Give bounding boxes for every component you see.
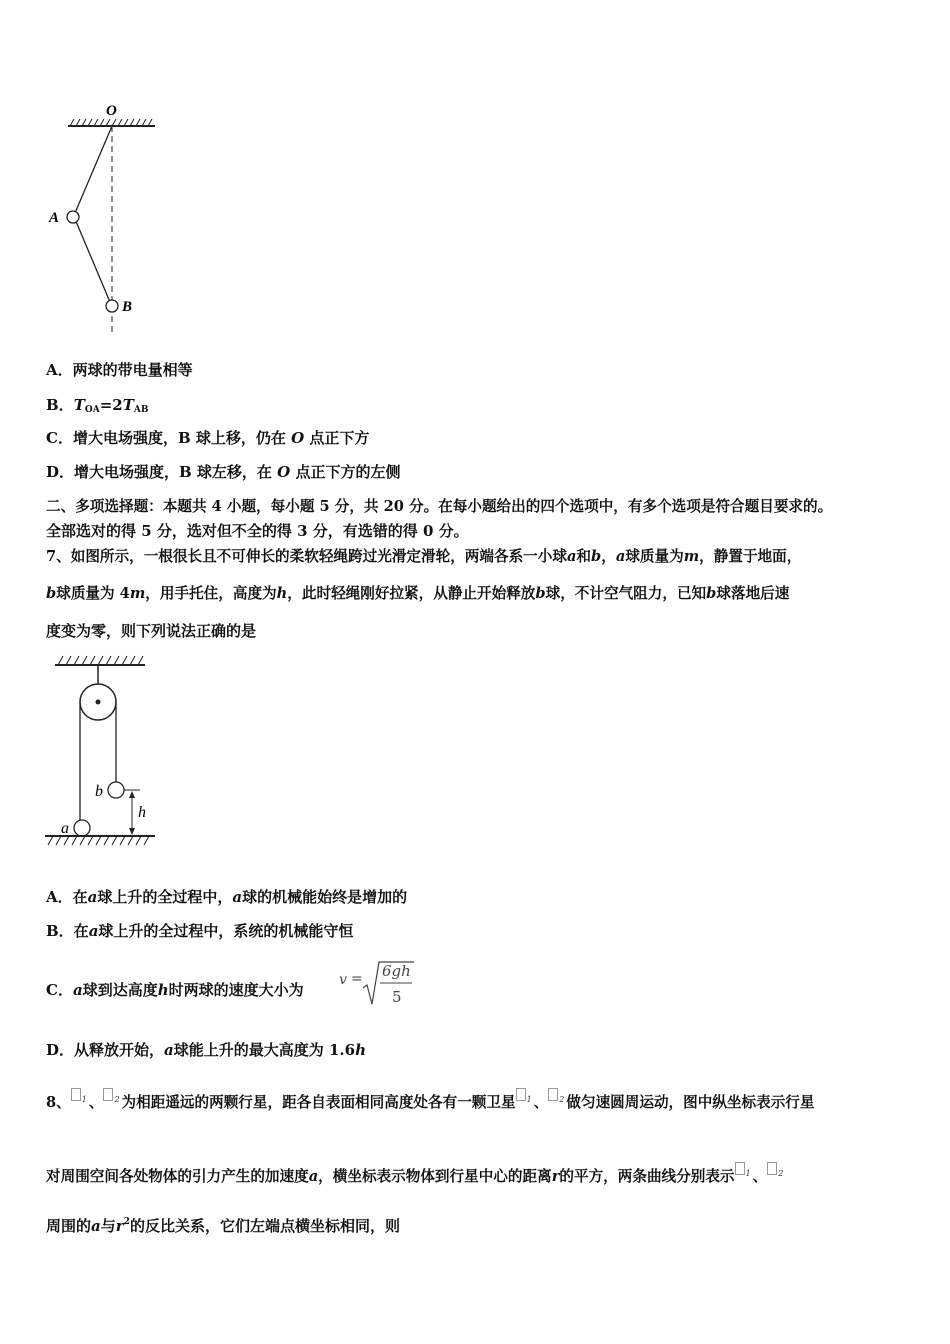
q8-l2c: 的平方，两条曲线分别表示	[559, 1168, 735, 1185]
fig1-ball-b	[106, 300, 118, 312]
q7-l2d: 球，不计空气阻力，已知	[545, 585, 707, 602]
q7-option-b	[46, 921, 353, 941]
q7-l1c: 球质量为	[625, 548, 684, 565]
q7-l2e: 球落地后速	[716, 585, 790, 602]
q7-l2a: 球质量为 4	[56, 585, 130, 602]
planet-p2-icon	[103, 1088, 113, 1101]
q7-optD-1: D．从释放开始，	[46, 1041, 165, 1059]
q8-l2b: ，横坐标表示物体到行星中心的距离	[318, 1168, 552, 1185]
pulley-figure	[40, 650, 170, 855]
q6-option-b	[46, 395, 148, 420]
q7-optD-a: a	[164, 1041, 174, 1059]
fig1-label-a: A	[49, 210, 60, 226]
q8-num: 8、	[46, 1094, 71, 1111]
section2-line1-text: 二、多项选择题：本题共 4 小题，每小题 5 分，共 20 分。在每小题给出的四个选项中，有多个选项是符合题目要求的。	[46, 498, 833, 515]
q7-l1b: ，	[601, 548, 616, 565]
q7-optA-1: A．在	[46, 888, 88, 906]
fig2-label-b: b	[95, 783, 103, 800]
q8-p2: 2	[114, 1095, 120, 1104]
q7-optB-a: a	[88, 922, 99, 940]
q8-sep3: 、	[752, 1168, 768, 1185]
q8-l2a: 对周围空间各处物体的引力产生的加速度	[46, 1168, 309, 1185]
planet-p2-icon-2	[767, 1162, 777, 1175]
section2-line2	[46, 521, 469, 541]
q8-l3c: 的反比关系，它们左端点横坐标相同，则	[129, 1217, 400, 1235]
q6-option-c-end: 点正下方	[309, 429, 370, 447]
q7-optC-1: C．	[46, 981, 73, 999]
q8-p1: 1	[81, 1095, 87, 1104]
q7-option-c	[46, 980, 304, 1000]
q7-var-b1: b	[591, 548, 602, 565]
fig2-ball-b	[108, 782, 124, 798]
q7-var-a1: a	[566, 548, 577, 565]
fig2-label-a: a	[61, 820, 69, 837]
fig1-ball-a	[67, 211, 79, 223]
q7-optA-3: 球的机械能始终是增加的	[242, 888, 408, 906]
q7-stem-line3	[46, 621, 256, 641]
q7-l2c: ，此时轻绳刚好拉紧，从静止开始释放	[287, 585, 536, 602]
q7-formula-den: 5	[392, 988, 402, 1006]
q7-stem-line2	[46, 584, 789, 604]
q7-optC-3: 时两球的速度大小为	[168, 981, 304, 999]
fig2-h-arrow-up	[129, 791, 135, 798]
q6-option-d-end: 点正下方的左侧	[295, 463, 401, 481]
q7-optD-2: 球能上升的最大高度为 1.6	[173, 1041, 356, 1059]
q6-option-d-o: O	[277, 463, 291, 481]
q6-option-c-o: O	[291, 429, 305, 447]
q6-option-b-mid: =2	[99, 396, 123, 414]
q6-option-a	[46, 360, 193, 380]
q8-l3-r: r	[115, 1217, 124, 1235]
q6-option-c	[46, 428, 369, 448]
q6-option-b-sub2: AB	[133, 405, 149, 415]
q6-option-d	[46, 462, 400, 482]
q6-option-b-t2: T	[122, 396, 134, 414]
q6-option-b-sub1: OA	[84, 405, 100, 415]
q8-l1a: 为相距遥远的两颗行星，距各自表面相同高度处各有一颗卫星	[121, 1094, 516, 1111]
q7-stem-line1	[46, 547, 801, 567]
q7-var-a2: a	[615, 548, 626, 565]
q7-var-m1: m	[683, 548, 700, 565]
q7-formula-v: v	[339, 972, 347, 988]
q6-option-a-text: A．两球的带电量相等	[46, 361, 193, 379]
q7-optA-a2: a	[232, 888, 243, 906]
q7-var-b2: b	[46, 585, 57, 602]
q7-var-h1: h	[276, 585, 288, 602]
fig1-string-oa	[75, 126, 112, 213]
q8-l3a: 周围的	[46, 1217, 92, 1235]
q7-optC-h: h	[157, 981, 169, 999]
fig2-h-arrow-down	[129, 828, 135, 835]
satellite-s1-icon	[516, 1088, 526, 1101]
q8-l3-sup: 2	[123, 1217, 130, 1227]
pendulum-figure	[40, 95, 180, 340]
q7-optA-2: 球上升的全过程中，	[97, 888, 233, 906]
q7-optB-2: 球上升的全过程中，系统的机械能守恒	[98, 922, 354, 940]
q7-var-b3: b	[535, 585, 546, 602]
q6-option-b-t1: T	[73, 396, 85, 414]
q7-formula-eq: =	[351, 971, 363, 987]
q8-l2-r: r	[551, 1168, 560, 1185]
q8-sep2: 、	[533, 1094, 549, 1111]
q7-option-d	[46, 1040, 366, 1060]
q6-option-d-text: D．增大电场强度，B 球左移，在	[46, 463, 272, 481]
q7-optB-1: B．在	[46, 922, 89, 940]
section2-line2-text: 全部选对的得 5 分，选对但不全的得 3 分，有选错的得 0 分。	[46, 522, 469, 540]
q7-var-m2: m	[129, 585, 146, 602]
q8-stem-line2	[46, 1162, 785, 1187]
q6-option-b-prefix: B．	[46, 396, 74, 414]
q8-s1: 1	[526, 1095, 532, 1104]
q8-sep1: 、	[88, 1094, 104, 1111]
q8-l2-a: a	[308, 1168, 319, 1185]
q8-q1: 1	[745, 1169, 751, 1178]
fig1-ceiling-hatch	[70, 119, 152, 126]
q7-l3: 度变为零，则下列说法正确的是	[46, 622, 257, 640]
q7-formula-num: 6gh	[382, 962, 411, 980]
planet-p1-icon	[71, 1088, 81, 1101]
fig2-ceiling-hatch	[58, 656, 143, 665]
fig2-ball-a	[74, 820, 90, 836]
section2-line1	[46, 497, 832, 517]
fig2-label-h: h	[138, 804, 146, 821]
q6-option-c-text: C．增大电场强度，B 球上移，仍在	[46, 429, 286, 447]
q7-option-c-formula	[338, 958, 418, 1008]
q8-l3-a: a	[91, 1217, 101, 1235]
q7-l2b: ，用手托住，高度为	[145, 585, 277, 602]
planet-p1-icon-2	[735, 1162, 745, 1175]
fig2-pulley-axle	[96, 700, 101, 705]
q7-optC-a: a	[72, 981, 83, 999]
q7-optC-2: 球到达高度	[82, 981, 158, 999]
q8-q2: 2	[778, 1169, 784, 1178]
fig1-label-b: B	[122, 299, 133, 315]
q8-l1b: 做匀速圆周运动，图中纵坐标表示行星	[566, 1094, 815, 1111]
q7-option-a	[46, 887, 407, 907]
fig1-label-o: O	[106, 103, 117, 119]
q8-stem-line3	[46, 1212, 400, 1236]
q8-s2: 2	[559, 1095, 565, 1104]
q7-var-b4: b	[706, 585, 717, 602]
q7-l1a: 7、如图所示，一根很长且不可伸长的柔软轻绳跨过光滑定滑轮，两端各系一小球	[46, 548, 567, 565]
q7-and: 和	[576, 548, 592, 565]
q7-l1d: ，静置于地面，	[699, 548, 802, 565]
q8-stem-line1	[46, 1088, 815, 1113]
q7-optD-h: h	[355, 1041, 366, 1059]
q7-optA-a: a	[87, 888, 98, 906]
fig2-ground-hatch	[48, 836, 149, 845]
q8-l3b: 与	[100, 1217, 116, 1235]
satellite-s2-icon	[548, 1088, 558, 1101]
fig1-string-ab	[75, 219, 110, 302]
